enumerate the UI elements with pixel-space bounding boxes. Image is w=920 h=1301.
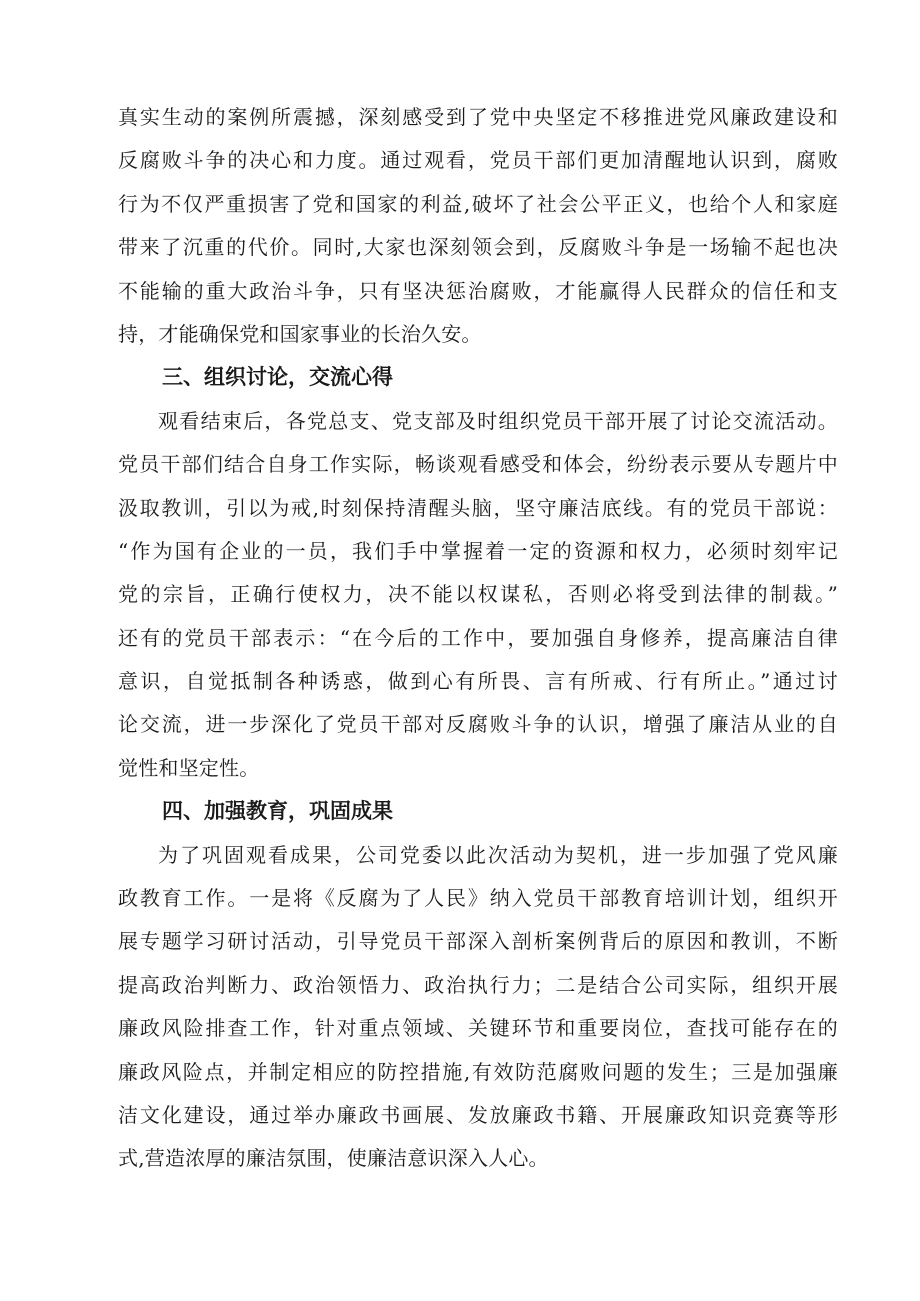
text-line: 觉性和坚定性。 — [118, 755, 260, 780]
text-line: 真实生动的案例所震撼，深刻感受到了党中央坚定不移推进党风廉政建设和 — [118, 105, 838, 129]
text-line: 廉政风险排查工作，针对重点领域、关键环节和重要岗位，查找可能存在的 — [118, 1016, 838, 1041]
text-line: 洁文化建设，通过举办廉政书画展、发放廉政书籍、开展廉政知识竞赛等形 — [118, 1102, 838, 1127]
text-line: 还有的党员干部表示：“在今后的工作中，要加强自身修养，提高廉洁自律 — [118, 625, 838, 650]
text-line: 党的宗旨，正确行使权力，决不能以权谋私，否则必将受到法律的制裁。” — [118, 582, 838, 607]
text-line: 廉政风险点，并制定相应的防控措施,有效防范腐败问题的发生；三是加强廉 — [118, 1059, 838, 1084]
text-line: 不能输的重大政治斗争，只有坚决惩治腐败，才能赢得人民群众的信任和支 — [118, 278, 838, 303]
text-line: 提高政治判断力、政治领悟力、政治执行力；二是结合公司实际，组织开展 — [118, 972, 838, 997]
text-line: 式,营造浓厚的廉洁氛围，使廉洁意识深入人心。 — [118, 1146, 549, 1171]
section-3-paragraph — [118, 400, 838, 791]
text-line: 汲取教训，引以为戒,时刻保持清醒头脑，坚守廉洁底线。有的党员干部说： — [118, 495, 838, 520]
text-line: 党员干部们结合自身工作实际，畅谈观看感受和体会，纷纷表示要从专题片中 — [118, 452, 838, 477]
text-line: 观看结束后，各党总支、党支部及时组织党员干部开展了讨论交流活动。 — [158, 408, 838, 433]
section-heading-3: 三、组织讨论，交流心得 — [162, 365, 393, 390]
paragraph-continued — [118, 96, 838, 356]
text-line: 论交流，进一步深化了党员干部对反腐败斗争的认识，增强了廉洁从业的自 — [118, 712, 838, 737]
text-line: 为了巩固观看成果，公司党委以此次活动为契机，进一步加强了党风廉 — [158, 842, 838, 867]
section-4-paragraph — [118, 834, 838, 1181]
text-line: 政教育工作。一是将《反腐为了人民》纳入党员干部教育培训计划，组织开 — [118, 886, 838, 911]
document-page — [118, 96, 838, 1181]
text-line: 持，才能确保党和国家事业的长治久安。 — [118, 321, 482, 346]
text-line: “作为国有企业的一员，我们手中掌握着一定的资源和权力，必须时刻牢记 — [118, 538, 838, 563]
text-line: 意识，自觉抵制各种诱惑，做到心有所畏、言有所戒、行有所止。”通过讨 — [118, 669, 838, 694]
text-line: 反腐败斗争的决心和力度。通过观看，党员干部们更加清醒地认识到，腐败 — [118, 148, 838, 173]
section-heading-4: 四、加强教育，巩固成果 — [162, 799, 393, 824]
text-line: 带来了沉重的代价。同时,大家也深刻领会到，反腐败斗争是一场输不起也决 — [118, 235, 838, 260]
text-line: 行为不仅严重损害了党和国家的利益,破坏了社会公平正义，也给个人和家庭 — [118, 191, 838, 216]
text-line: 展专题学习研讨活动，引导党员干部深入剖析案例背后的原因和教训，不断 — [118, 929, 838, 954]
